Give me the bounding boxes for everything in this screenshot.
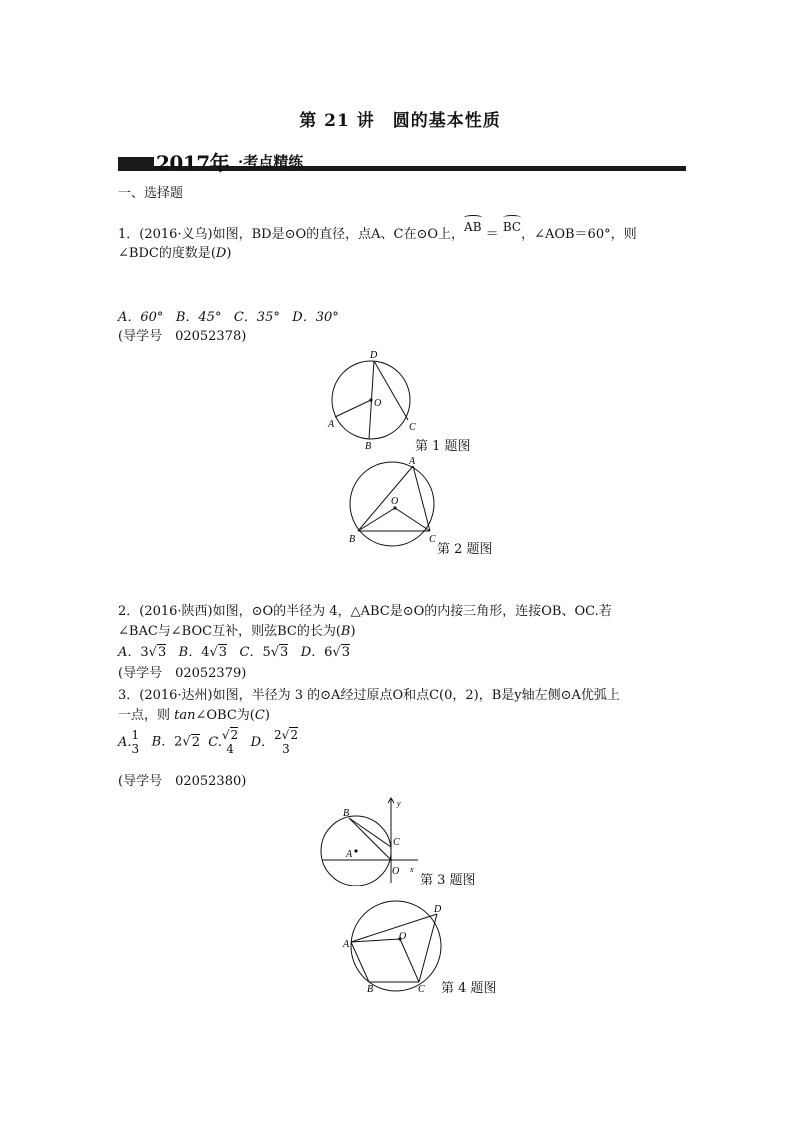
q1-option-d: D．30° <box>292 310 339 325</box>
figure-3 <box>318 794 420 886</box>
q3-guide: (导学号 02052380) <box>118 774 247 789</box>
q1-answer: D <box>215 246 227 261</box>
fig3-label-c: C <box>393 837 400 848</box>
fig1-label-b: B <box>365 441 372 452</box>
figure-2 <box>345 456 441 552</box>
q2-options <box>118 644 350 662</box>
fig4-caption: 第 4 题图 <box>441 981 497 996</box>
q2-line2: ∠BAC与∠BOC互补，则弦BC的长为(B) <box>118 624 356 639</box>
fig1-label-d: D <box>370 350 378 361</box>
fig2-label-c: C <box>429 534 436 545</box>
q3-option-a: A. 1 3 <box>118 728 140 756</box>
q1-option-c: C．35° <box>233 310 280 325</box>
q3-option-b: B．2√2 <box>151 734 200 750</box>
section-heading: 一、选择题 <box>118 186 184 201</box>
fig3-label-b: B <box>343 808 350 819</box>
banner-subtitle: ·考点精练 <box>238 153 304 171</box>
q3-option-c: C. √2 4 <box>208 728 239 756</box>
q3-options <box>118 728 298 756</box>
fig4-label-d: D <box>434 904 442 915</box>
fig1-label-o: O <box>374 398 382 409</box>
fig2-label-b: B <box>349 534 356 545</box>
figure-1 <box>324 346 420 452</box>
fig3-label-y: y <box>397 799 401 808</box>
q1-line2: ∠BDC的度数是(D) <box>118 246 232 261</box>
fig4-label-c: C <box>418 984 425 994</box>
fig1-caption: 第 1 题图 <box>415 439 471 454</box>
fig3-label-o: O <box>392 866 400 877</box>
fig1-label-c: C <box>409 422 416 433</box>
fig2-label-a: A <box>409 456 416 467</box>
q3-line2: 一点，则 tan∠OBC为(C) <box>118 708 270 723</box>
q1-option-b: B．45° <box>175 310 222 325</box>
fig3-caption: 第 3 题图 <box>420 873 476 888</box>
q1-suffix: ，∠AOB＝60°，则 <box>521 227 637 242</box>
q1-line1 <box>118 222 637 244</box>
q2-line1: 2．(2016·陕西)如图，⊙O的半径为 4，△ABC是⊙O的内接三角形，连接OB、OC.若 <box>118 604 612 619</box>
q2-option-c: C．5√3 <box>239 645 289 660</box>
fig3-label-x: x <box>410 865 414 874</box>
fig1-label-a: A <box>328 419 335 430</box>
page-title: 第 21 讲 圆的基本性质 <box>299 111 501 131</box>
q1-arc-ab: AB <box>464 215 481 236</box>
fig4-label-o: O <box>399 931 407 942</box>
fig2-label-o: O <box>391 496 399 507</box>
q2-option-d: D．6√3 <box>300 645 350 660</box>
figure-4 <box>342 898 448 994</box>
q1-option-a: A．60° <box>118 310 164 325</box>
fig4-label-a: A <box>343 939 350 950</box>
banner-year: 2017年 <box>156 151 230 175</box>
q1-guide: (导学号 02052378) <box>118 329 247 344</box>
q1-arc-bc: BC <box>503 215 521 236</box>
q1-eq: ＝ <box>485 227 499 242</box>
q1-options <box>118 309 339 327</box>
q3-answer: C <box>254 708 265 723</box>
q2-guide: (导学号 02052379) <box>118 666 247 681</box>
fig4-label-b: B <box>367 984 374 994</box>
q1-prefix: 1．(2016·义乌)如图，BD是⊙O的直径，点A、C在⊙O上， <box>118 227 465 242</box>
q3-line1: 3．(2016·达州)如图，半径为 3 的⊙A经过原点O和点C(0，2)，B是y轴左侧⊙A优弧上 <box>118 688 620 703</box>
fig3-label-a: A <box>346 849 353 860</box>
q3-option-d: D． 2√2 3 <box>250 728 298 756</box>
q2-answer: B <box>340 624 351 639</box>
q2-option-a: A．3√3 <box>118 645 167 660</box>
fig2-caption: 第 2 题图 <box>437 542 493 557</box>
q2-option-b: B．4√3 <box>178 645 228 660</box>
